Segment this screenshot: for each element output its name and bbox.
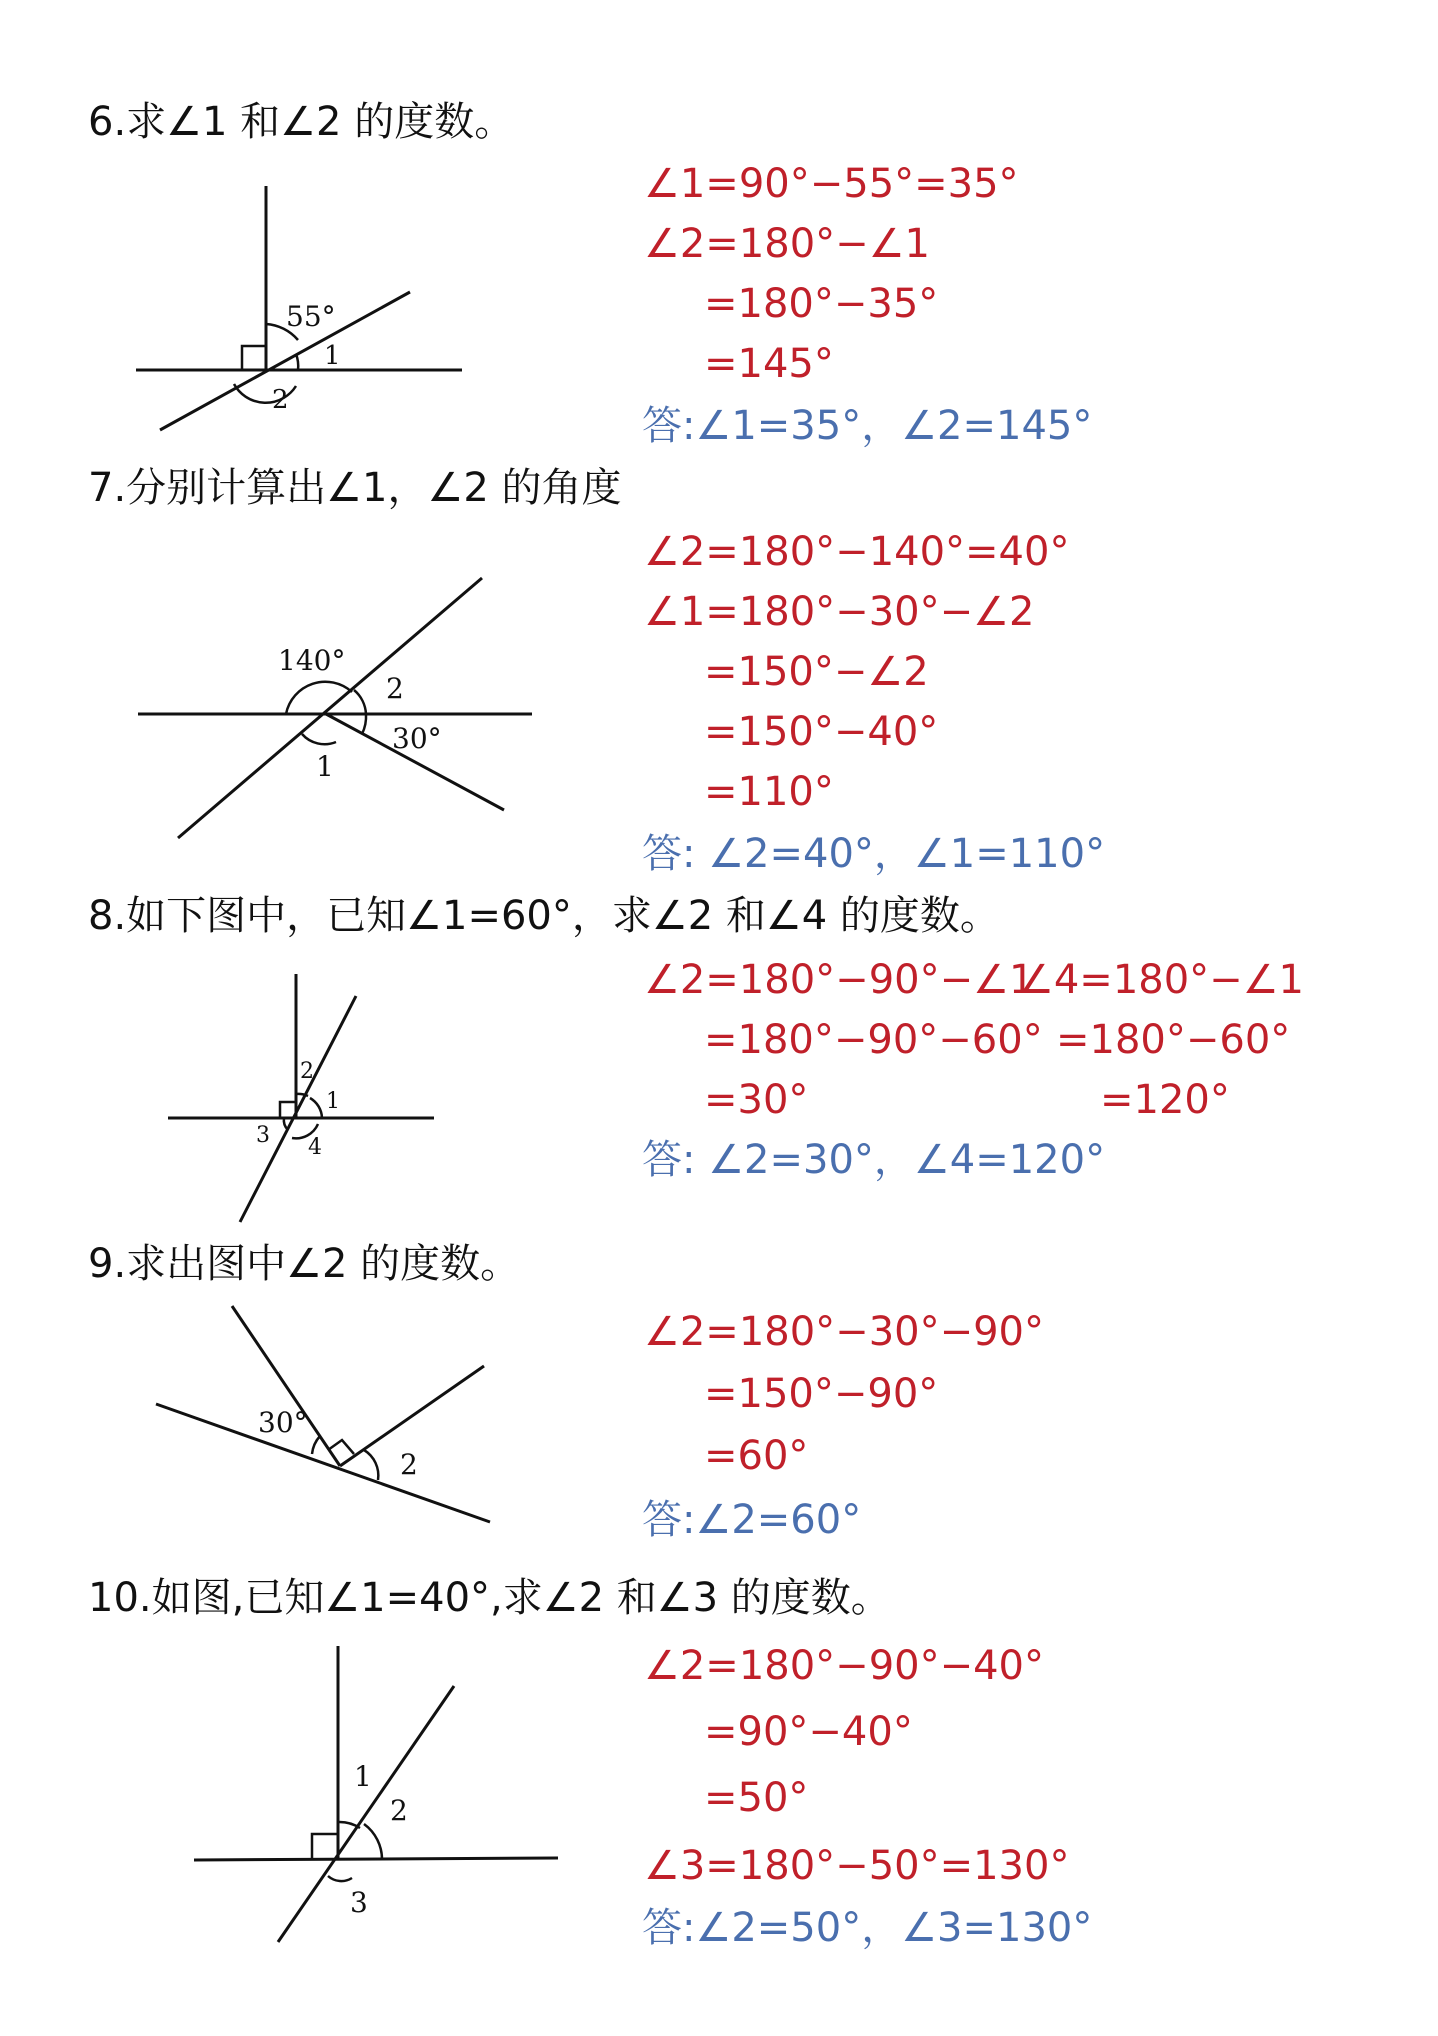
label-3: 3: [350, 1886, 368, 1919]
arc-1: [310, 1098, 322, 1118]
label-2: 2: [390, 1794, 408, 1827]
problem-10-figure: [188, 1640, 568, 1950]
p7-step-5: =110°: [704, 769, 834, 815]
arc-2: [354, 690, 366, 714]
problem-6-title: 6.求∠1 和∠2 的度数。: [88, 99, 515, 145]
p8-left-step-3: =30°: [704, 1077, 809, 1123]
line-ne: [178, 578, 482, 838]
p7-step-1: ∠2=180°−140°=40°: [644, 529, 1070, 575]
arc-3: [328, 1876, 352, 1881]
p8-right-step-3: =120°: [1100, 1077, 1230, 1123]
p7-step-3: =150°−∠2: [704, 649, 929, 695]
label-30: 30°: [392, 722, 442, 755]
p10-step-3: =50°: [704, 1775, 809, 1821]
p9-step-3: =60°: [704, 1433, 809, 1479]
arc-2: [364, 1450, 378, 1480]
p8-left-step-1: ∠2=180°−90°−∠1: [644, 957, 1035, 1003]
p6-step-4: =145°: [704, 341, 834, 387]
arc-1: [302, 734, 336, 744]
label-30: 30°: [258, 1406, 308, 1439]
label-1: 1: [354, 1760, 372, 1793]
label-2: 2: [400, 1448, 418, 1481]
p8-answer: 答: ∠2=30°，∠4=120°: [642, 1137, 1106, 1183]
p10-step-1: ∠2=180°−90°−40°: [644, 1643, 1044, 1689]
p8-right-step-1: ∠4=180°−∠1: [1018, 957, 1304, 1003]
label-3: 3: [256, 1123, 270, 1148]
problem-7-figure: [130, 570, 550, 850]
p9-step-2: =150°−90°: [704, 1371, 939, 1417]
label-1: 1: [316, 750, 334, 783]
p8-right-step-2: =180°−60°: [1056, 1017, 1291, 1063]
arc-1: [296, 354, 298, 370]
arc-2: [364, 1824, 382, 1860]
arc-2: [296, 1094, 308, 1096]
arc-30: [362, 714, 366, 734]
p6-step-3: =180°−35°: [704, 281, 939, 327]
problem-6-figure: [120, 180, 480, 440]
problem-8-figure: [160, 970, 450, 1230]
problem-10-title: 10.如图,已知∠1=40°,求∠2 和∠3 的度数。: [88, 1575, 891, 1621]
problem-8-title: 8.如下图中，已知∠1=60°，求∠2 和∠4 的度数。: [88, 893, 1000, 939]
label-4: 4: [308, 1135, 322, 1160]
arc-30: [312, 1436, 320, 1454]
label-2: 2: [300, 1059, 314, 1084]
p6-step-1: ∠1=90°−55°=35°: [644, 161, 1019, 207]
p6-step-2: ∠2=180°−∠1: [644, 221, 930, 267]
p10-step-4: ∠3=180°−50°=130°: [644, 1843, 1070, 1889]
label-1: 1: [324, 341, 341, 371]
problem-9-figure: [148, 1300, 508, 1540]
problem-7-title: 7.分别计算出∠1，∠2 的角度: [88, 465, 622, 511]
label-2: 2: [386, 672, 404, 705]
label-1: 1: [326, 1089, 340, 1114]
p8-left-step-2: =180°−90°−60°: [704, 1017, 1043, 1063]
right-angle-mark: [312, 1834, 338, 1860]
label-2: 2: [272, 385, 289, 415]
p6-answer: 答:∠1=35°，∠2=145°: [642, 403, 1093, 449]
right-angle-mark: [242, 346, 266, 370]
p7-step-2: ∠1=180°−30°−∠2: [644, 589, 1035, 635]
label-140: 140°: [278, 644, 346, 677]
horizontal-line: [194, 1858, 558, 1860]
p7-step-4: =150°−40°: [704, 709, 939, 755]
p10-answer: 答:∠2=50°，∠3=130°: [642, 1905, 1093, 1951]
p9-answer: 答:∠2=60°: [642, 1497, 862, 1543]
p7-answer: 答: ∠2=40°，∠1=110°: [642, 831, 1106, 877]
problem-9-title: 9.求出图中∠2 的度数。: [88, 1241, 521, 1287]
label-55: 55°: [286, 300, 336, 333]
p9-step-1: ∠2=180°−30°−90°: [644, 1309, 1044, 1355]
arc-3: [284, 1118, 288, 1130]
arc-1: [338, 1822, 360, 1828]
p10-step-2: =90°−40°: [704, 1709, 913, 1755]
base-line: [156, 1404, 490, 1522]
left-ray: [232, 1306, 340, 1466]
